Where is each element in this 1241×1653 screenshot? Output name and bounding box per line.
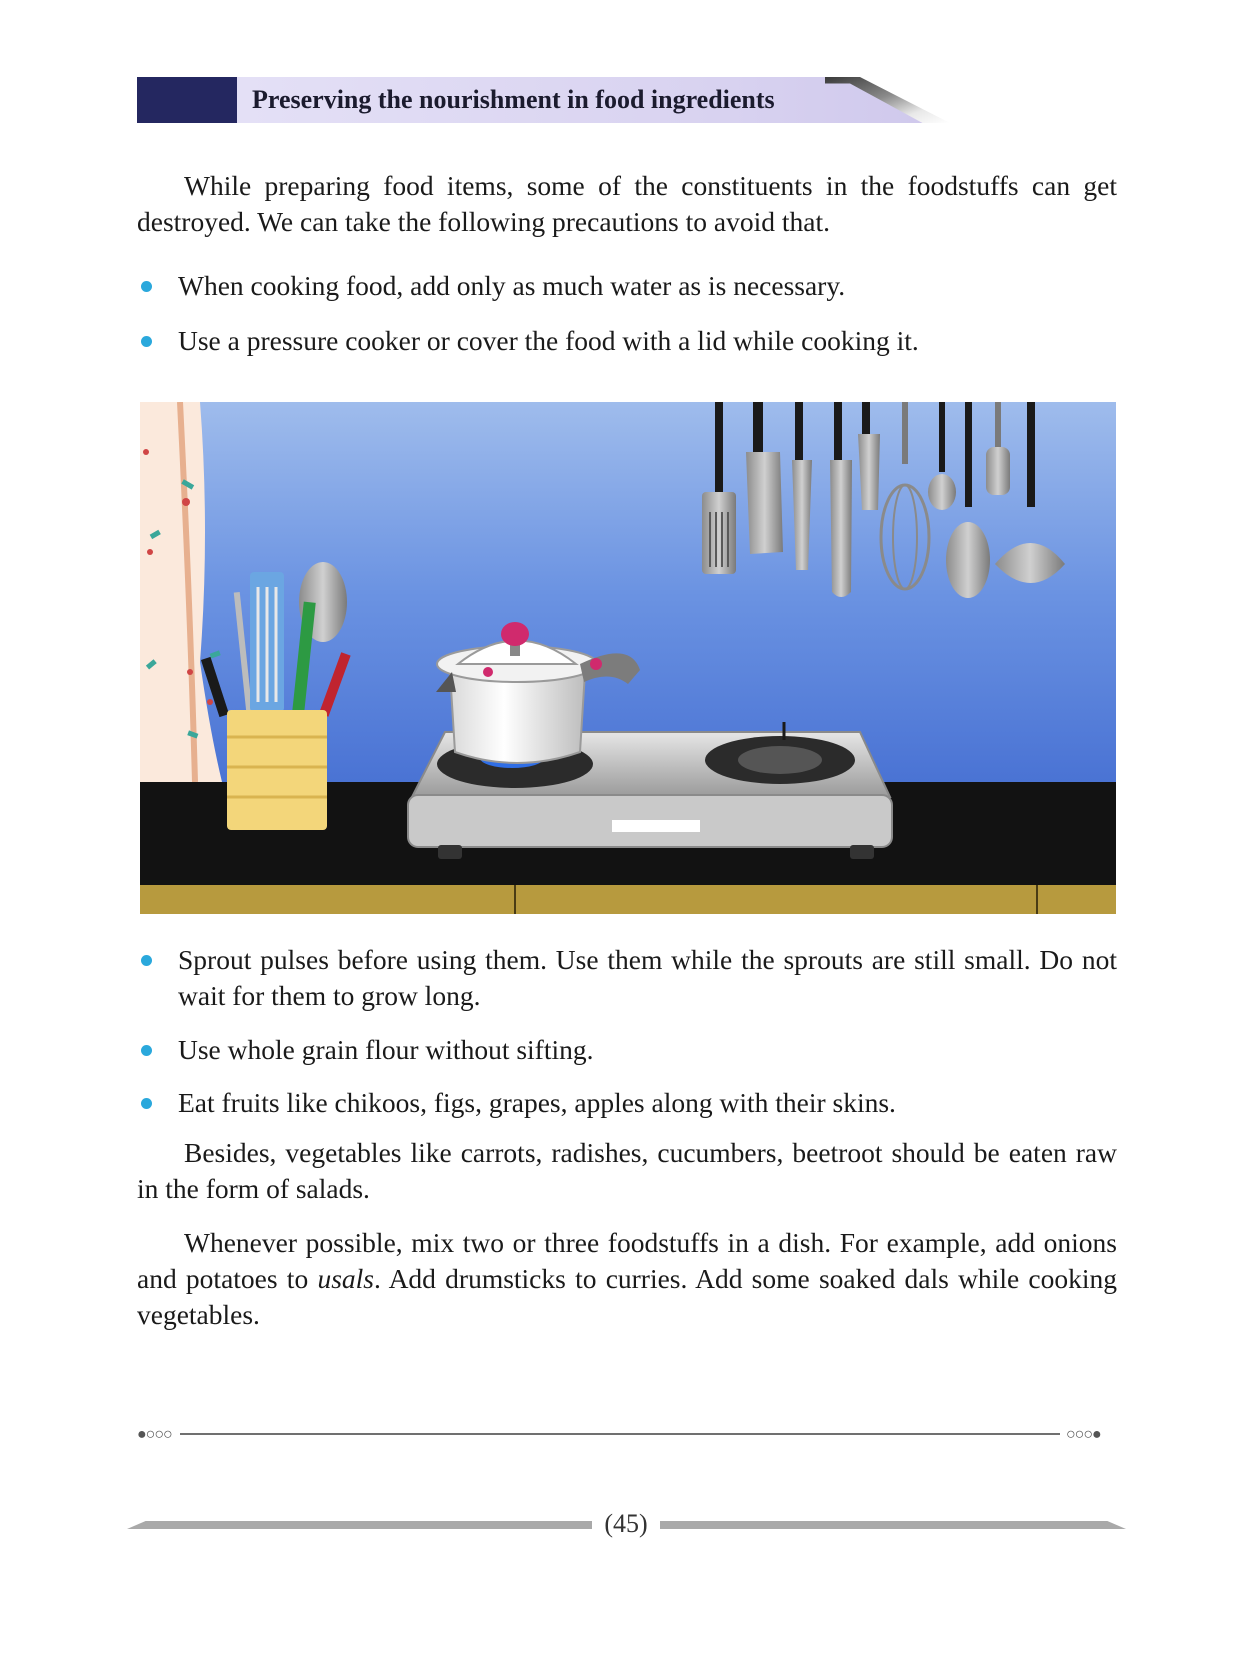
usals-term: usals bbox=[317, 1263, 374, 1294]
bullet-icon bbox=[141, 281, 152, 292]
bullet-icon bbox=[141, 1045, 152, 1056]
list-item: Use whole grain flour without sifting. bbox=[137, 1032, 1117, 1068]
salads-paragraph: Besides, vegetables like carrots, radishes, cucumbers, beetroot should be eaten raw in the form of salads. bbox=[137, 1137, 1117, 1204]
page-number: (45) bbox=[604, 1509, 648, 1538]
list-item: Eat fruits like chikoos, figs, grapes, apples along with their skins. bbox=[137, 1085, 1117, 1121]
list-item: Use a pressure cooker or cover the food with a lid while cooking it. bbox=[137, 323, 1117, 359]
divider-line bbox=[180, 1433, 1060, 1435]
footer-bar-right bbox=[660, 1521, 1126, 1529]
footer-bar-left bbox=[127, 1521, 592, 1529]
cabinet bbox=[140, 885, 1116, 914]
kitchen-illustration bbox=[140, 402, 1116, 914]
bullet-icon bbox=[141, 336, 152, 347]
mix-paragraph: Whenever possible, mix two or three foodstuffs in a dish. For example, add onions and potatoes to usals. Add drumsticks to curries. Add some soaked dals while cooking vegetables. bbox=[137, 1227, 1117, 1330]
divider-ornament-right: ○○○● bbox=[1066, 1426, 1101, 1443]
list-item: Sprout pulses before using them. Use them while the sprouts are still small. Do not wait for them to grow long. bbox=[137, 942, 1117, 1014]
list-item: When cooking food, add only as much water as is necessary. bbox=[137, 268, 1117, 304]
divider-ornament-left: ●○○○ bbox=[137, 1426, 172, 1443]
bullet-icon bbox=[141, 955, 152, 966]
bullet-icon bbox=[141, 1098, 152, 1109]
header-block bbox=[137, 77, 237, 123]
section-title: Preserving the nourishment in food ingredients bbox=[252, 85, 775, 114]
intro-paragraph: While preparing food items, some of the constituents in the foodstuffs can get destroyed. We can take the following precautions to avoid that. bbox=[137, 170, 1117, 237]
